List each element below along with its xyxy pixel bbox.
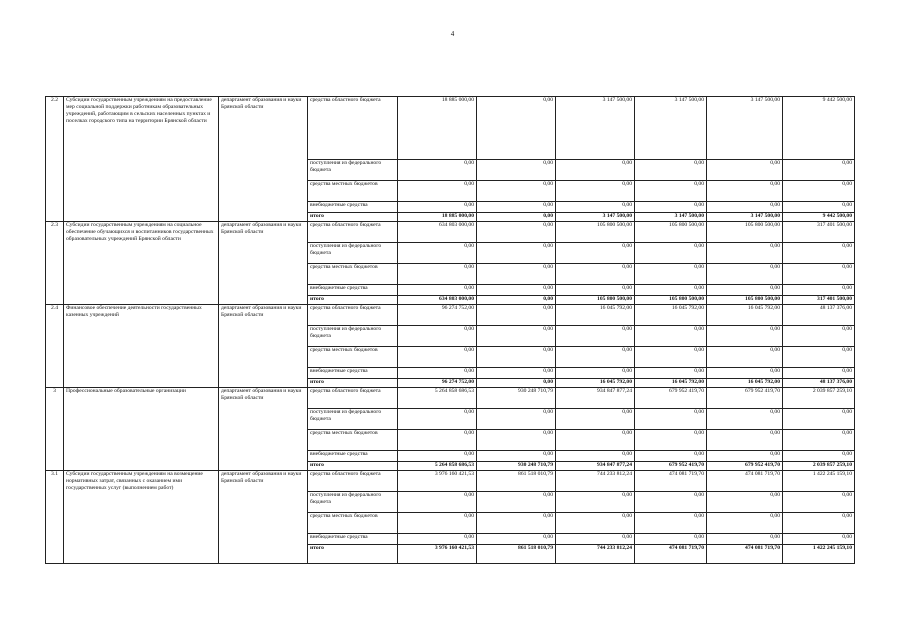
funding-source: итого	[308, 296, 398, 305]
amount-cell: 0,00	[783, 451, 855, 462]
amount-cell: 0,00	[477, 222, 556, 243]
funding-source: внебюджетные средства	[308, 368, 398, 379]
amount-cell: 16 045 792,00	[556, 379, 635, 388]
amount-cell: 0,00	[398, 430, 477, 451]
table-row	[46, 222, 855, 243]
amount-cell: 0,00	[635, 368, 707, 379]
amount-cell: 0,00	[635, 243, 707, 264]
amount-cell: 0,00	[556, 285, 635, 296]
amount-cell: 0,00	[783, 513, 855, 534]
amount-cell: 0,00	[477, 513, 556, 534]
funding-source: итого	[308, 545, 398, 564]
amount-cell: 16 045 792,00	[556, 305, 635, 326]
executor: департамент образования и науки Брянской области	[219, 471, 308, 564]
funding-source: поступления из федерального бюджета	[308, 326, 398, 347]
funding-source: средства местных бюджетов	[308, 513, 398, 534]
executor: департамент образования и науки Брянской области	[219, 222, 308, 305]
amount-cell: 18 885 000,00	[398, 97, 477, 160]
amount-cell: 744 233 812,24	[556, 471, 635, 492]
funding-source: итого	[308, 379, 398, 388]
amount-cell: 0,00	[477, 243, 556, 264]
amount-cell: 0,00	[398, 492, 477, 513]
section-index: 3.1	[46, 471, 64, 564]
amount-cell: 0,00	[635, 492, 707, 513]
funding-source: поступления из федерального бюджета	[308, 492, 398, 513]
funding-source: поступления из федерального бюджета	[308, 160, 398, 181]
amount-cell: 474 081 719,70	[635, 471, 707, 492]
amount-cell: 0,00	[635, 202, 707, 213]
section-index: 2.4	[46, 305, 64, 388]
amount-cell: 0,00	[477, 451, 556, 462]
amount-cell: 0,00	[783, 160, 855, 181]
amount-cell: 0,00	[783, 202, 855, 213]
amount-cell: 16 045 792,00	[635, 379, 707, 388]
amount-cell: 0,00	[783, 534, 855, 545]
amount-cell: 0,00	[556, 492, 635, 513]
table-row	[46, 471, 855, 492]
amount-cell: 0,00	[477, 160, 556, 181]
amount-cell: 0,00	[398, 347, 477, 368]
amount-cell: 317 401 500,00	[783, 296, 855, 305]
amount-cell: 0,00	[783, 409, 855, 430]
amount-cell: 5 264 858 686,53	[398, 388, 477, 409]
funding-source: внебюджетные средства	[308, 451, 398, 462]
amount-cell: 934 847 877,24	[556, 388, 635, 409]
funding-source: внебюджетные средства	[308, 202, 398, 213]
amount-cell: 0,00	[707, 181, 783, 202]
funding-source: итого	[308, 213, 398, 222]
amount-cell: 0,00	[477, 264, 556, 285]
table-row	[46, 388, 855, 409]
amount-cell: 0,00	[783, 326, 855, 347]
section-name: Субсидии государственным учреждениям на предоставление мер социальной поддержки работникам образовательных учреждений, работающим в сельских населенных пунктах и поселках городского типа на территории Брянской области	[64, 97, 219, 222]
amount-cell: 0,00	[556, 534, 635, 545]
amount-cell: 0,00	[783, 243, 855, 264]
amount-cell: 0,00	[556, 368, 635, 379]
amount-cell: 105 800 500,00	[707, 296, 783, 305]
amount-cell: 930 248 710,79	[477, 462, 556, 471]
amount-cell: 0,00	[477, 305, 556, 326]
amount-cell: 2 039 857 259,10	[783, 388, 855, 409]
amount-cell: 474 081 719,70	[707, 545, 783, 564]
executor: департамент образования и науки Брянской области	[219, 388, 308, 471]
amount-cell: 105 800 500,00	[556, 296, 635, 305]
amount-cell: 0,00	[707, 430, 783, 451]
executor: департамент образования и науки Брянской области	[219, 305, 308, 388]
amount-cell: 0,00	[477, 285, 556, 296]
amount-cell: 0,00	[556, 264, 635, 285]
section-name: Субсидии государственным учреждениям на социальное обеспечение обучающихся и воспитанников государственных образовательных учреждений Брянской области	[64, 222, 219, 305]
section-index: 2.3	[46, 222, 64, 305]
funding-source: средства областного бюджета	[308, 388, 398, 409]
amount-cell: 105 800 500,00	[707, 222, 783, 243]
amount-cell: 16 045 792,00	[707, 379, 783, 388]
amount-cell: 679 952 419,70	[707, 462, 783, 471]
amount-cell: 0,00	[635, 513, 707, 534]
amount-cell: 0,00	[707, 368, 783, 379]
amount-cell: 0,00	[783, 181, 855, 202]
amount-cell: 0,00	[556, 347, 635, 368]
funding-source: внебюджетные средства	[308, 285, 398, 296]
amount-cell: 0,00	[398, 285, 477, 296]
amount-cell: 0,00	[477, 202, 556, 213]
funding-source: средства областного бюджета	[308, 97, 398, 160]
amount-cell: 0,00	[477, 97, 556, 160]
amount-cell: 0,00	[477, 379, 556, 388]
amount-cell: 3 147 500,00	[707, 213, 783, 222]
amount-cell: 0,00	[707, 451, 783, 462]
amount-cell: 0,00	[477, 492, 556, 513]
amount-cell: 0,00	[783, 492, 855, 513]
funding-source: поступления из федерального бюджета	[308, 243, 398, 264]
funding-source: средства местных бюджетов	[308, 264, 398, 285]
amount-cell: 0,00	[556, 409, 635, 430]
amount-cell: 0,00	[635, 285, 707, 296]
amount-cell: 0,00	[477, 347, 556, 368]
amount-cell: 3 147 500,00	[556, 213, 635, 222]
amount-cell: 3 976 160 421,53	[398, 545, 477, 564]
amount-cell: 2 039 857 259,10	[783, 462, 855, 471]
amount-cell: 0,00	[556, 451, 635, 462]
amount-cell: 317 401 500,00	[783, 222, 855, 243]
amount-cell: 96 274 752,00	[398, 379, 477, 388]
section-index: 3	[46, 388, 64, 471]
amount-cell: 0,00	[556, 160, 635, 181]
amount-cell: 0,00	[477, 534, 556, 545]
amount-cell: 0,00	[707, 492, 783, 513]
amount-cell: 0,00	[635, 451, 707, 462]
amount-cell: 0,00	[635, 534, 707, 545]
budget-table	[45, 96, 855, 564]
amount-cell: 0,00	[707, 534, 783, 545]
section-index: 2.2	[46, 97, 64, 222]
amount-cell: 679 952 419,70	[707, 388, 783, 409]
amount-cell: 0,00	[398, 513, 477, 534]
funding-source: средства областного бюджета	[308, 471, 398, 492]
amount-cell: 0,00	[783, 264, 855, 285]
funding-source: средства местных бюджетов	[308, 430, 398, 451]
amount-cell: 634 803 000,00	[398, 222, 477, 243]
amount-cell: 0,00	[707, 243, 783, 264]
amount-cell: 0,00	[707, 347, 783, 368]
amount-cell: 0,00	[707, 264, 783, 285]
amount-cell: 0,00	[635, 160, 707, 181]
amount-cell: 0,00	[556, 326, 635, 347]
amount-cell: 0,00	[635, 264, 707, 285]
amount-cell: 934 847 877,24	[556, 462, 635, 471]
amount-cell: 9 442 500,00	[783, 213, 855, 222]
amount-cell: 0,00	[398, 451, 477, 462]
amount-cell: 0,00	[556, 181, 635, 202]
amount-cell: 0,00	[707, 202, 783, 213]
amount-cell: 0,00	[556, 202, 635, 213]
amount-cell: 0,00	[398, 326, 477, 347]
table-row	[46, 97, 855, 160]
section-name: Субсидии государственным учреждениям на возмещение нормативных затрат, связанных с оказанием ими государственных услуг (выполнением работ)	[64, 471, 219, 564]
amount-cell: 0,00	[783, 368, 855, 379]
amount-cell: 930 248 710,79	[477, 388, 556, 409]
funding-source: внебюджетные средства	[308, 534, 398, 545]
amount-cell: 0,00	[477, 326, 556, 347]
amount-cell: 5 264 858 686,53	[398, 462, 477, 471]
amount-cell: 679 952 419,70	[635, 462, 707, 471]
amount-cell: 0,00	[783, 347, 855, 368]
funding-source: итого	[308, 462, 398, 471]
amount-cell: 0,00	[783, 430, 855, 451]
amount-cell: 0,00	[707, 285, 783, 296]
amount-cell: 18 885 000,00	[398, 213, 477, 222]
amount-cell: 679 952 419,70	[635, 388, 707, 409]
funding-source: средства местных бюджетов	[308, 347, 398, 368]
amount-cell: 9 442 500,00	[783, 97, 855, 160]
section-name: Финансовое обеспечение деятельности государственных казенных учреждений	[64, 305, 219, 388]
amount-cell: 0,00	[707, 160, 783, 181]
amount-cell: 0,00	[635, 181, 707, 202]
amount-cell: 0,00	[556, 430, 635, 451]
amount-cell: 0,00	[635, 430, 707, 451]
amount-cell: 0,00	[398, 202, 477, 213]
amount-cell: 0,00	[477, 181, 556, 202]
amount-cell: 0,00	[398, 368, 477, 379]
amount-cell: 3 147 500,00	[635, 213, 707, 222]
amount-cell: 744 233 812,24	[556, 545, 635, 564]
amount-cell: 0,00	[398, 534, 477, 545]
amount-cell: 105 800 500,00	[635, 222, 707, 243]
page-number: 4	[450, 30, 455, 38]
amount-cell: 3 147 500,00	[556, 97, 635, 160]
amount-cell: 0,00	[398, 181, 477, 202]
amount-cell: 0,00	[707, 326, 783, 347]
amount-cell: 474 081 719,70	[635, 545, 707, 564]
table-body	[46, 97, 855, 564]
amount-cell: 0,00	[707, 513, 783, 534]
amount-cell: 1 422 245 159,10	[783, 471, 855, 492]
funding-source: средства областного бюджета	[308, 222, 398, 243]
amount-cell: 0,00	[477, 213, 556, 222]
amount-cell: 3 147 500,00	[707, 97, 783, 160]
table-row	[46, 305, 855, 326]
amount-cell: 634 803 000,00	[398, 296, 477, 305]
amount-cell: 0,00	[477, 409, 556, 430]
amount-cell: 48 137 376,00	[783, 379, 855, 388]
amount-cell: 0,00	[707, 409, 783, 430]
amount-cell: 0,00	[635, 409, 707, 430]
amount-cell: 0,00	[477, 368, 556, 379]
amount-cell: 0,00	[398, 243, 477, 264]
amount-cell: 105 800 500,00	[635, 296, 707, 305]
amount-cell: 0,00	[635, 326, 707, 347]
amount-cell: 0,00	[556, 513, 635, 534]
funding-source: средства местных бюджетов	[308, 181, 398, 202]
amount-cell: 16 045 792,00	[635, 305, 707, 326]
amount-cell: 0,00	[477, 430, 556, 451]
amount-cell: 16 045 792,00	[707, 305, 783, 326]
amount-cell: 474 081 719,70	[707, 471, 783, 492]
amount-cell: 0,00	[398, 264, 477, 285]
funding-source: средства областного бюджета	[308, 305, 398, 326]
amount-cell: 48 137 376,00	[783, 305, 855, 326]
amount-cell: 0,00	[477, 296, 556, 305]
amount-cell: 96 274 752,00	[398, 305, 477, 326]
amount-cell: 3 147 500,00	[635, 97, 707, 160]
amount-cell: 0,00	[783, 285, 855, 296]
funding-source: поступления из федерального бюджета	[308, 409, 398, 430]
amount-cell: 0,00	[556, 243, 635, 264]
amount-cell: 0,00	[635, 347, 707, 368]
amount-cell: 861 518 010,79	[477, 545, 556, 564]
amount-cell: 105 800 500,00	[556, 222, 635, 243]
amount-cell: 0,00	[398, 160, 477, 181]
section-name: Профессиональные образовательные организации	[64, 388, 219, 471]
executor: департамент образования и науки Брянской области	[219, 97, 308, 222]
amount-cell: 861 518 010,79	[477, 471, 556, 492]
amount-cell: 3 976 160 421,53	[398, 471, 477, 492]
amount-cell: 0,00	[398, 409, 477, 430]
amount-cell: 1 422 245 159,10	[783, 545, 855, 564]
